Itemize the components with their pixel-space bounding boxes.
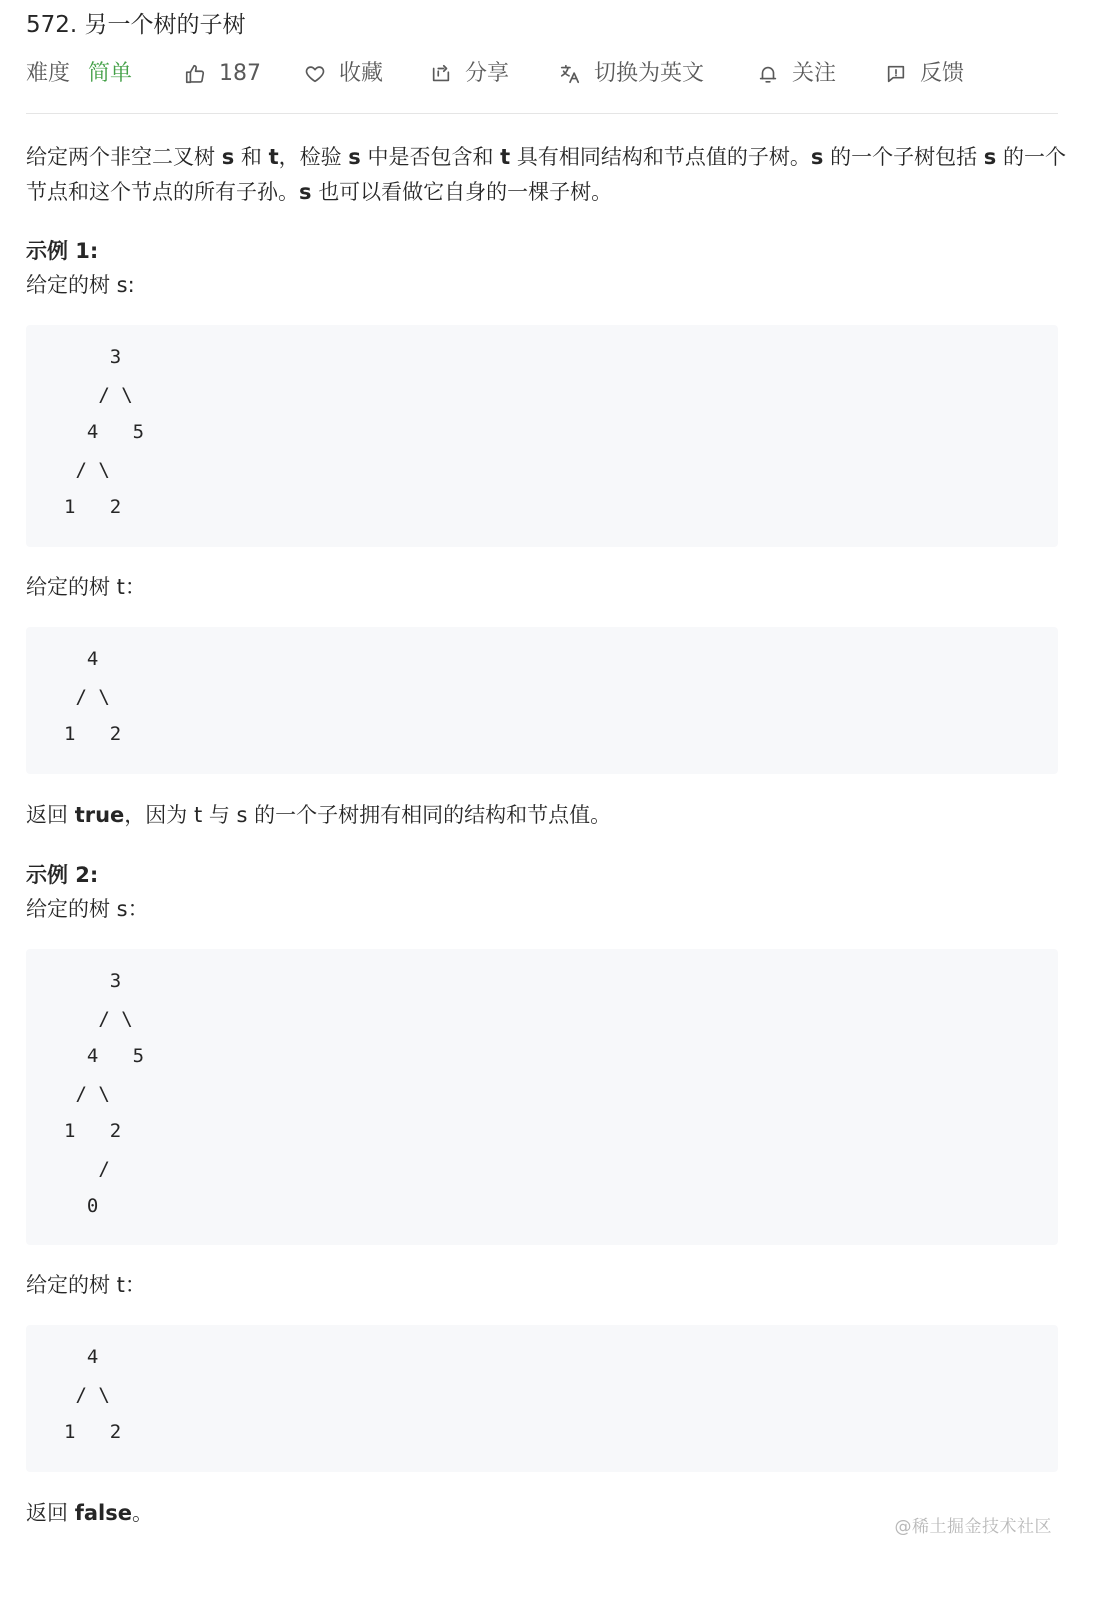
desc-code: s	[348, 145, 361, 169]
follow-button[interactable]	[756, 54, 836, 94]
desc-text: 具有相同结构和节点值的子树。	[516, 145, 811, 169]
share-label: 分享	[465, 61, 510, 86]
example-1-t-tree: 4 / \ 1 2	[26, 627, 1058, 774]
watermark: @稀土掘金技术社区	[894, 1517, 1052, 1537]
desc-code: s	[983, 145, 997, 169]
example-2-t-label: 给定的树 t：	[26, 1273, 146, 1297]
desc-code: s	[299, 180, 312, 204]
desc-text: ，检验	[278, 145, 342, 169]
example-2-s-label: 给定的树 s：	[26, 897, 149, 921]
example-1-t-label: 给定的树 t：	[26, 575, 146, 599]
example-1-s-tree: 3 / \ 4 5 / \ 1 2	[26, 325, 1058, 547]
result-value: false	[74, 1501, 132, 1525]
share-button[interactable]	[429, 54, 509, 94]
problem-description	[26, 140, 1066, 210]
example-1-result	[26, 798, 1066, 833]
difficulty	[26, 54, 132, 94]
feedback-icon	[884, 62, 908, 86]
result-suffix: 。	[131, 1501, 153, 1525]
example-1-s-label: 给定的树 s:	[26, 273, 135, 297]
difficulty-value: 简单	[88, 61, 133, 86]
like-button[interactable]	[183, 54, 261, 94]
bell-icon	[756, 62, 780, 86]
problem-toolbar	[26, 54, 1084, 94]
desc-text: 给定两个非空二叉树	[26, 145, 215, 169]
desc-text: 的一个节点和这个节点的所有子孙。	[26, 145, 1066, 204]
heart-icon	[303, 62, 327, 86]
desc-code: t	[268, 145, 279, 169]
like-count: 187	[219, 61, 261, 86]
translate-button[interactable]	[558, 54, 704, 94]
problem-title: 572. 另一个树的子树	[26, 12, 246, 38]
share-icon	[429, 62, 453, 86]
result-suffix: ，因为 t 与 s 的一个子树拥有相同的结构和节点值。	[124, 803, 612, 827]
result-value: true	[74, 803, 125, 827]
desc-text: 和	[240, 145, 262, 169]
translate-icon	[558, 62, 582, 86]
desc-text: 的一个子树包括	[830, 145, 978, 169]
result-prefix: 返回	[26, 1501, 75, 1525]
thumbs-up-icon	[183, 62, 207, 86]
difficulty-label: 难度	[26, 61, 71, 86]
example-2-t-tree: 4 / \ 1 2	[26, 1325, 1058, 1472]
feedback-button[interactable]	[884, 54, 964, 94]
favorite-label: 收藏	[339, 61, 384, 86]
header-divider	[26, 113, 1058, 114]
desc-text: 中是否包含和	[367, 145, 494, 169]
feedback-label: 反馈	[920, 61, 965, 86]
result-prefix: 返回	[26, 803, 75, 827]
example-2-s-tree: 3 / \ 4 5 / \ 1 2 / 0	[26, 949, 1058, 1245]
desc-text: 也可以看做它自身的一棵子树。	[318, 180, 613, 204]
follow-label: 关注	[792, 61, 837, 86]
translate-label: 切换为英文	[594, 61, 705, 86]
favorite-button[interactable]	[303, 54, 383, 94]
desc-code: s	[221, 145, 235, 169]
example-1-heading: 示例 1:	[26, 239, 99, 263]
example-2-heading: 示例 2:	[26, 863, 99, 887]
desc-code: t	[500, 145, 511, 169]
desc-code: s	[810, 145, 824, 169]
